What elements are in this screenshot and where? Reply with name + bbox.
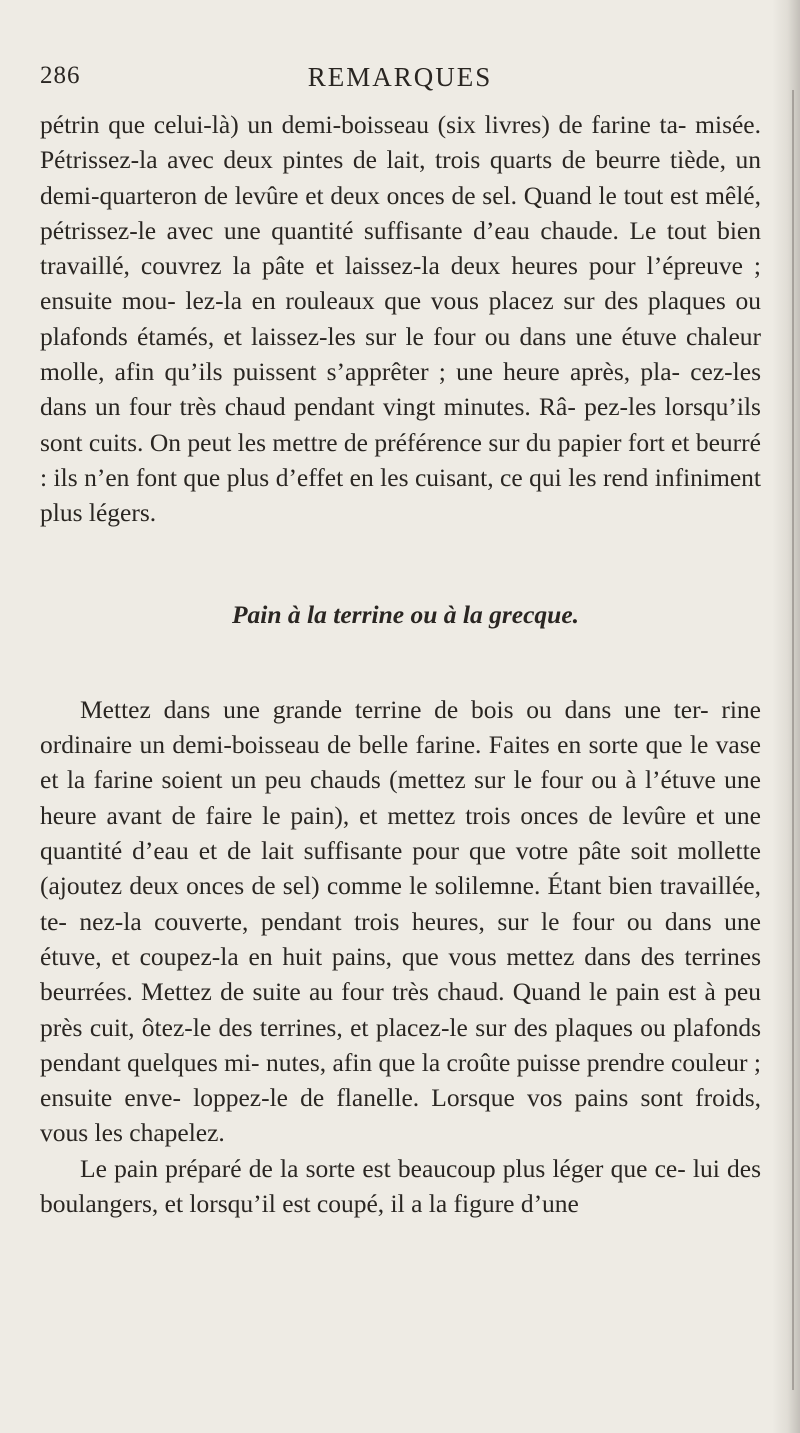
page-edge-shadow (772, 0, 800, 1433)
page-header (40, 62, 760, 102)
page-number: 286 (40, 62, 81, 89)
body-text (40, 107, 761, 1221)
paragraph: Mettez dans une grande terrine de bois ou dans une ter- rine ordinaire un demi-boisseau de belle farine. Faites en sorte que le vase et la farine soient un peu chauds (mettez sur le four ou à l’étuve une heure avant de faire le pain), et mettez trois onces de levûre et une quantité d’eau et de lait suffisante pour que votre pâte soit mollette (ajoutez deux onces de sel) comme le solilemne. Étant bien travaillée, te- nez-la couverte, pendant trois heures, sur le four ou dans une étuve, et coupez-la en huit pains, que vous mettez dans des terrines beurrées. Mettez de suite au four très chaud. Quand le pain est à peu près cuit, ôtez-le des terrines, et placez-le sur des plaques ou plafonds pendant quelques mi- nutes, afin que la croûte puisse prendre couleur ; ensuite enve- loppez-le de flanelle. Lorsque vos pains sont froids, vous les chapelez. (40, 694, 761, 1148)
running-title: REMARQUES (307, 62, 493, 92)
section-title: Pain à la terrine ou à la grecque. (231, 599, 580, 629)
paragraph: Le pain préparé de la sorte est beaucoup plus léger que ce- lui des boulangers, et lorsqu’il est coupé, il a la figure d’une (40, 1153, 761, 1219)
paragraph: pétrin que celui-là) un demi-boisseau (six livres) de farine ta- misée. Pétrissez-la avec deux pintes de lait, trois quarts de beurre tiède, un demi-quarteron de levûre et deux onces de sel. Quand le tout est mêlé, pétrissez-le avec une quantité suffisante d’eau chaude. Le tout bien travaillé, couvrez la pâte et laissez-la deux heures pour l’épreuve ; ensuite mou- lez-la en rouleaux que vous placez sur des plaques ou plafonds étamés, et laissez-les sur le four ou dans une étuve chaleur molle, afin qu’ils puissent s’apprêter ; une heure après, pla- cez-les dans un four très chaud pendant vingt minutes. Râ- pez-les lorsqu’ils sont cuits. On peut les mettre de préférence sur du papier fort et beurré : ils n’en font que plus d’effet en les cuisant, ce qui les rend infiniment plus légers. (40, 110, 761, 528)
page-edge-line (792, 90, 794, 1390)
